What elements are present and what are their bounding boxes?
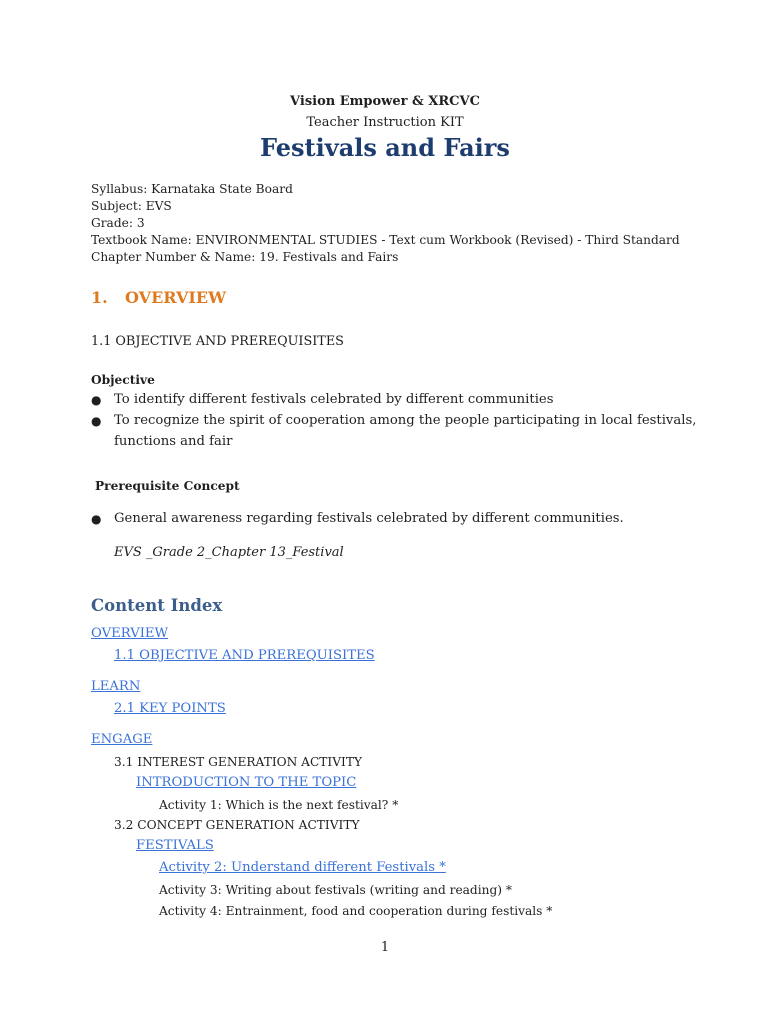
- section-number: 1.: [91, 288, 108, 307]
- organization-name: Vision Empower & XRCVC: [290, 94, 480, 109]
- prerequisite-item: General awareness regarding festivals celebrated by different communities.: [114, 511, 624, 526]
- index-item-activity-1: Activity 1: Which is the next festival? *: [159, 798, 399, 812]
- bullet-icon: ●: [91, 393, 102, 407]
- kit-label: Teacher Instruction KIT: [306, 115, 464, 130]
- meta-syllabus: Syllabus: Karnataka State Board: [91, 182, 293, 196]
- meta-subject: Subject: EVS: [91, 199, 172, 213]
- index-link-festivals[interactable]: FESTIVALS: [136, 838, 214, 853]
- index-link-overview[interactable]: OVERVIEW: [91, 626, 169, 641]
- objective-item: To recognize the spirit of cooperation among the people participating in local festivals,: [114, 413, 697, 428]
- section-title: OVERVIEW: [125, 288, 227, 307]
- content-index-title: Content Index: [91, 596, 223, 615]
- meta-chapter: Chapter Number & Name: 19. Festivals and Fairs: [91, 250, 399, 264]
- objective-label: Objective: [91, 373, 155, 387]
- index-link-introduction[interactable]: INTRODUCTION TO THE TOPIC: [136, 775, 357, 790]
- index-link-key-points[interactable]: 2.1 KEY POINTS: [114, 701, 226, 716]
- section-heading-overview: [91, 288, 226, 307]
- index-item-concept-generation: 3.2 CONCEPT GENERATION ACTIVITY: [114, 818, 360, 832]
- meta-grade: Grade: 3: [91, 216, 145, 230]
- index-item-activity-3: Activity 3: Writing about festivals (writing and reading) *: [159, 883, 512, 897]
- meta-textbook: Textbook Name: ENVIRONMENTAL STUDIES - Text cum Workbook (Revised) - Third Standard: [91, 233, 680, 247]
- index-link-objective[interactable]: 1.1 OBJECTIVE AND PREREQUISITES: [114, 648, 375, 663]
- page-title: Festivals and Fairs: [260, 133, 510, 162]
- index-link-engage[interactable]: ENGAGE: [91, 732, 153, 747]
- index-link-activity-2[interactable]: Activity 2: Understand different Festivals *: [159, 860, 446, 875]
- bullet-icon: ●: [91, 414, 102, 428]
- index-item-activity-4: Activity 4: Entrainment, food and cooperation during festivals *: [159, 904, 553, 918]
- page-number: 1: [380, 940, 390, 955]
- subsection-heading: 1.1 OBJECTIVE AND PREREQUISITES: [91, 334, 344, 349]
- prerequisite-label: Prerequisite Concept: [95, 479, 240, 493]
- bullet-icon: ●: [91, 512, 102, 526]
- index-item-interest-generation: 3.1 INTEREST GENERATION ACTIVITY: [114, 755, 363, 769]
- index-link-learn[interactable]: LEARN: [91, 679, 141, 694]
- objective-item: To identify different festivals celebrated by different communities: [114, 392, 554, 407]
- objective-item-continued: functions and fair: [114, 434, 233, 449]
- prerequisite-reference: EVS _Grade 2_Chapter 13_Festival: [114, 545, 344, 560]
